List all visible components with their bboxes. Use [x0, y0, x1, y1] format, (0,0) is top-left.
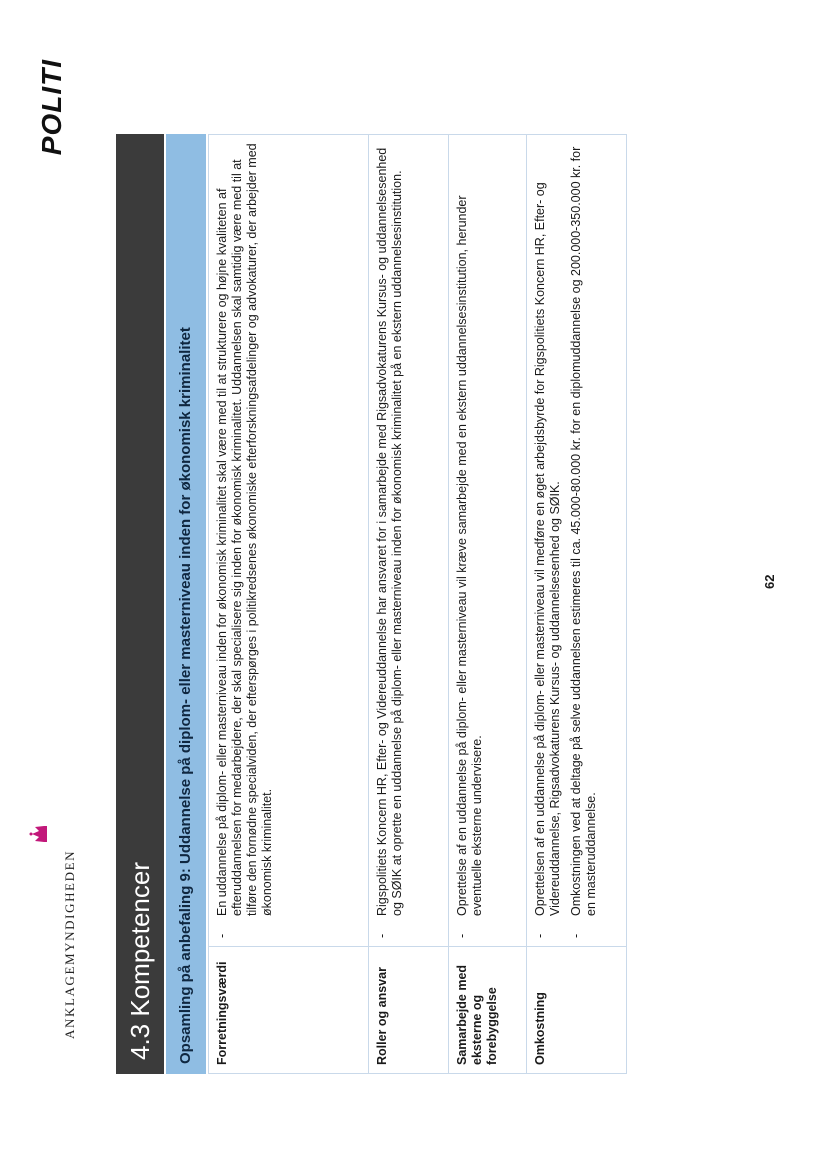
bullet-item	[215, 143, 275, 938]
dash-marker: -	[569, 933, 583, 938]
row-label: Roller og ansvar	[369, 947, 449, 1074]
bullet-text: Omkostningen ved at deltage på selve uddannelsen estimeres til ca. 45.000-80.000 kr. for en diplomuddannelse og 200.000-350.000 kr. for en masteruddannelse.	[569, 146, 598, 916]
dash-marker: -	[375, 933, 389, 938]
dash-marker: -	[533, 933, 547, 938]
bullet-item	[569, 143, 599, 938]
row-content	[369, 135, 449, 947]
bullet-text: Rigspolitiets Koncern HR, Efter- og Videreuddannelse har ansvaret for i samarbejde med Rigsadvokaturens Kursus- og uddannelsesenhed og SØIK at oprette en uddannelse på diplom- eller masterniveau inden for økonomisk kriminalitet på en ekstern uddannelsesinstitution.	[375, 147, 404, 916]
crown-icon	[28, 823, 50, 845]
table-row	[369, 135, 449, 1074]
row-content	[209, 135, 369, 947]
row-label: Samarbejde med eksterne og forebyggelse	[449, 947, 527, 1074]
row-content	[527, 135, 627, 947]
bullet-text: En uddannelse på diplom- eller masterniveau inden for økonomisk kriminalitet skal være med til at strukturere og højne kvaliteten af efteruddannelsen for medarbejdere, der skal specialisere sig inden for økonomisk kriminalitet. Uddannelsen skal samtidig være med til at tilføre den fornødne specialviden, der efterspørges i politikredsenes økonomiske efterforskningsafdelinger og advokaturer, der arbejder med økonomisk kriminalitet.	[215, 143, 274, 916]
page-number: 62	[762, 574, 777, 589]
bullet-item	[375, 143, 405, 938]
row-label: Forretningsværdi	[209, 947, 369, 1074]
page-header	[22, 59, 102, 1069]
subtitle-bar: Opsamling på anbefaling 9: Uddannelse på diplom- eller masterniveau inden for økonomisk kriminalitet	[166, 134, 206, 1074]
row-content	[449, 135, 527, 947]
bullet-text: Oprettelsen af en uddannelse på diplom- eller masterniveau vil medføre en øget arbejdsbyrde for Rigspolitiets Koncern HR, Efter- og Videreuddannelse, Rigsadvokaturens Kursus- og uddannelsesenhed og SØIK.	[533, 182, 562, 916]
anklagemyndigheden-logo: ANKLAGEMYNDIGHEDEN	[62, 849, 77, 1039]
bullet-item	[533, 143, 563, 938]
section-title: 4.3 Kompetencer	[116, 134, 164, 1074]
table-row	[449, 135, 527, 1074]
bullet-text: Oprettelse af en uddannelse på diplom- eller masterniveau vil kræve samarbejde med en ekstern uddannelsesinstitution, herunder eventuelle eksterne undervisere.	[455, 195, 484, 916]
bullet-item	[455, 143, 485, 938]
table-row	[527, 135, 627, 1074]
dash-marker: -	[215, 933, 229, 938]
row-label: Omkostning	[527, 947, 627, 1074]
table-row	[209, 135, 369, 1074]
dash-marker: -	[455, 933, 469, 938]
recommendation-table	[208, 134, 627, 1074]
politi-logo: POLITI	[36, 59, 67, 156]
